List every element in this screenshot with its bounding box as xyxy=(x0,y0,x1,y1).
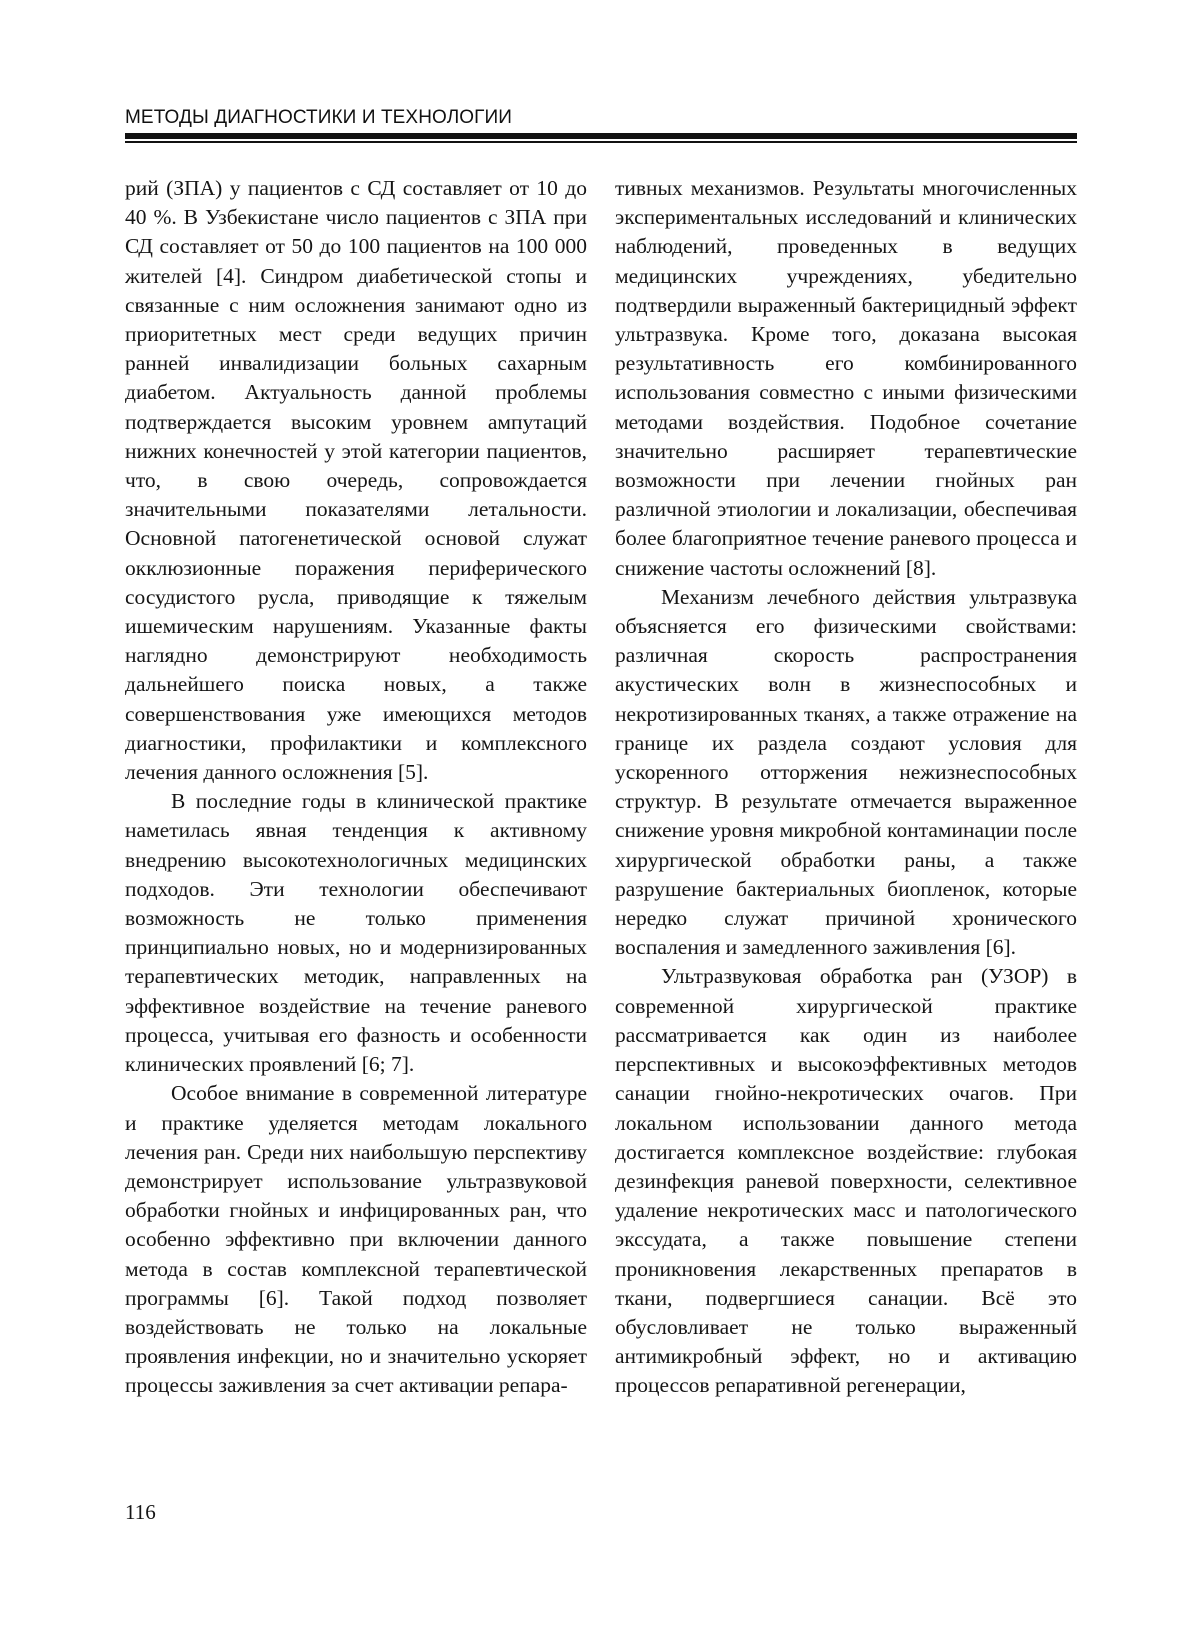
left-paragraph-3: Особое внимание в современной литературе и практике уделяется методам локального лечения ран. Среди них наибольшую перспективу демонстрирует использование ультразвуковой обработки гнойных и инфицированных ран, что особенно эффективно при включении данного метода в состав комплексной терапевтической программы [6]. Такой подход позволяет воздействовать не только на локальные проявления инфекции, но и значительно ускоряет процессы заживления за счет активации репара- xyxy=(125,1081,587,1398)
header-rule-thick xyxy=(125,133,1077,139)
header-rule-thin xyxy=(125,141,1077,143)
right-paragraph-2: Механизм лечебного действия ультразвука объясняется его физическими свойствами: различная скорость распространения акустических волн в жизнеспособных и некротизированных тканях, а также отражение на границе их раздела создают условия для ускоренного отторжения нежизнеспособных структур. В результате отмечается выраженное снижение уровня микробной контаминации после хирургической обработки раны, а также разрушение бактериальных биопленок, которые нередко служат причиной хронического воспаления и замедленного заживления [6]. xyxy=(615,584,1077,960)
left-column xyxy=(125,174,587,1401)
left-paragraph-2: В последние годы в клинической практике наметилась явная тенденция к активному внедрению высокотехнологичных медицинских подходов. Эти технологии обеспечивают возможность не только применения принципиально новых, но и модернизированных терапевтических методик, направленных на эффективное воздействие на течение раневого процесса, учитывая его фазность и особенности клинических проявлений [6; 7]. xyxy=(125,789,587,1077)
right-column xyxy=(615,174,1077,1401)
right-paragraph-1: тивных механизмов. Результаты многочисленных экспериментальных исследований и клинических наблюдений, проведенных в ведущих медицинских учреждениях, убедительно подтвердили выраженный бактерицидный эффект ультразвука. Кроме того, доказана высокая результативность его комбинированного использования совместно с иными физическими методами воздействия. Подобное сочетание значительно расширяет терапевтические возможности при лечении гнойных ран различной этиологии и локализации, обеспечивая более благоприятное течение раневого процесса и снижение частоты осложнений [8]. xyxy=(615,176,1077,580)
page-number: 116 xyxy=(125,1500,156,1524)
right-paragraph-3: Ультразвуковая обработка ран (УЗОР) в современной хирургической практике рассматривается как один из наиболее перспективных и высокоэффективных методов санации гнойно-некротических очагов. При локальном использовании данного метода достигается комплексное воздействие: глубокая дезинфекция раневой поверхности, селективное удаление некротических масс и патологического экссудата, а также повышение степени проникновения лекарственных препаратов в ткани, подвергшиеся санации. Всё это обусловливает не только выраженный антимикробный эффект, но и активацию процессов репаративной регенерации, xyxy=(615,964,1077,1398)
running-header: МЕТОДЫ ДИАГНОСТИКИ И ТЕХНОЛОГИИ xyxy=(125,107,513,128)
left-paragraph-1: рий (ЗПА) у пациентов с СД составляет от 10 до 40 %. В Узбекистане число пациентов с ЗПА при СД составляет от 50 до 100 пациентов на 100 000 жителей [4]. Синдром диабетической стопы и связанные с ним осложнения занимают одно из приоритетных мест среди ведущих причин ранней инвалидизации больных сахарным диабетом. Актуальность данной проблемы подтверждается высоким уровнем ампутаций нижних конечностей у этой категории пациентов, что, в свою очередь, сопровождается значительными показателями летальности. Основной патогенетической основой служат окклюзионные поражения периферического сосудистого русла, приводящие к тяжелым ишемическим нарушениям. Указанные факты наглядно демонстрируют необходимость дальнейшего поиска новых, а также совершенствования уже имеющихся методов диагностики, профилактики и комплексного лечения данного осложнения [5]. xyxy=(125,176,587,785)
